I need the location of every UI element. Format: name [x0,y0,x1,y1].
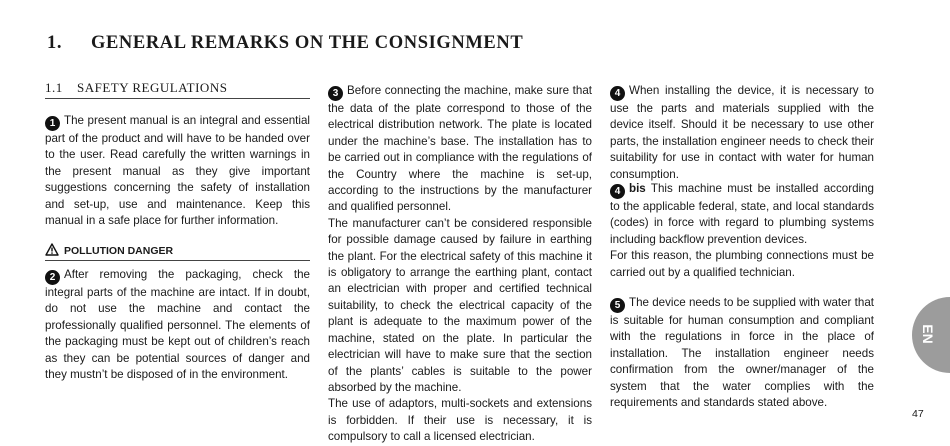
heading-title: GENERAL REMARKS ON THE CONSIGNMENT [91,33,524,53]
item-5 [610,295,874,411]
heading-number: 1. [47,33,63,53]
item-2-badge: 2 [45,270,60,285]
language-tab [912,297,950,373]
item-4-bis [610,181,874,281]
item-3-text: Before connecting the machine, make sure that the data of the plate correspond to those of the electrical distribution network. The plate is located under the machine’s base. The installation has to be carried out in compliance with the regulations of the Country where the machine is set-up, according to the instructions by the manufacturer and qualified personnel. [328,84,592,214]
item-5-badge: 5 [610,298,625,313]
item-3-paragraph-1 [328,83,592,216]
section-number: 1.1 [45,80,63,95]
item-3-paragraph-3: The use of adaptors, multi-sockets and extensions is forbidden. If their use is necessary, it is compulsory to call a licensed electrician. [328,397,592,444]
item-4-text: When installing the device, it is necessary to use the parts and materials supplied with the device itself. Should it be necessary to use other parts, the installation engineer needs to check their suitability for use in contact with water for human consumption. [610,84,874,181]
item-4 [610,83,874,183]
item-4-bis-label: bis [629,182,646,195]
warning-triangle-icon [45,243,59,256]
section-title: SAFETY REGULATIONS [77,80,228,95]
page-heading [47,33,523,54]
item-2-paragraph [45,267,310,383]
item-1-paragraph [45,113,310,229]
item-4-bis-paragraph-2: For this reason, the plumbing connections must be carried out by a qualified technician. [610,249,874,279]
item-2 [45,267,310,383]
item-1 [45,113,310,229]
item-3 [328,83,592,446]
item-4-bis-badge: 4 [610,184,625,199]
item-5-text: The device needs to be supplied with water that is suitable for human consumption and compliant with the regulations in force in the place of installation. The installation engineer needs confirmation from the owner/manager of the system that the water complies with the requirements and standards stated above. [610,296,874,410]
item-4-badge: 4 [610,86,625,101]
item-1-text: The present manual is an integral and essential part of the product and will have to be handed over to the user. Read carefully the written warnings in the present manual as they give important suggestions concerning the safety of installation and set-up, use and maintenance. Keep this manual in a safe place for further information. [45,114,310,228]
warning-label: POLLUTION DANGER [64,245,174,257]
item-2-text: After removing the packaging, check the integral parts of the machine are intact. If in doubt, do not use the machine and contact the professionally qualified personnel. The elements of the packaging must be kept out of children’s reach as they can be potential sources of danger and they mustn’t be disposed of in the environment. [45,268,310,382]
item-4-bis-paragraph-1 [610,181,874,248]
page-number: 47 [912,408,924,420]
pollution-danger-heading [45,243,310,261]
item-1-badge: 1 [45,116,60,131]
item-3-paragraph-2: The manufacturer can’t be considered responsible for possible damage caused by failure in earthing the plant. For the electrical safety of this machine it is obligatory to arrange the earthing plant, contact an electrician with proper and certified technical suitability, to check the electrical capacity of the plant is adequate to the maximum power of the machine, stated on the plate. In particular the electrician will have to make sure that the section of the plants’ cables is suitable to the power absorbed by the machine. [328,216,592,394]
item-4-paragraph [610,83,874,183]
item-4-bis-text: This machine must be installed according to the applicable federal, state, and local standards (codes) in force with regard to plumbing systems including backflow prevention devices. [610,182,874,246]
section-heading [45,80,310,99]
item-3-badge: 3 [328,86,343,101]
item-5-paragraph [610,295,874,411]
language-tab-label: EN [920,324,936,344]
